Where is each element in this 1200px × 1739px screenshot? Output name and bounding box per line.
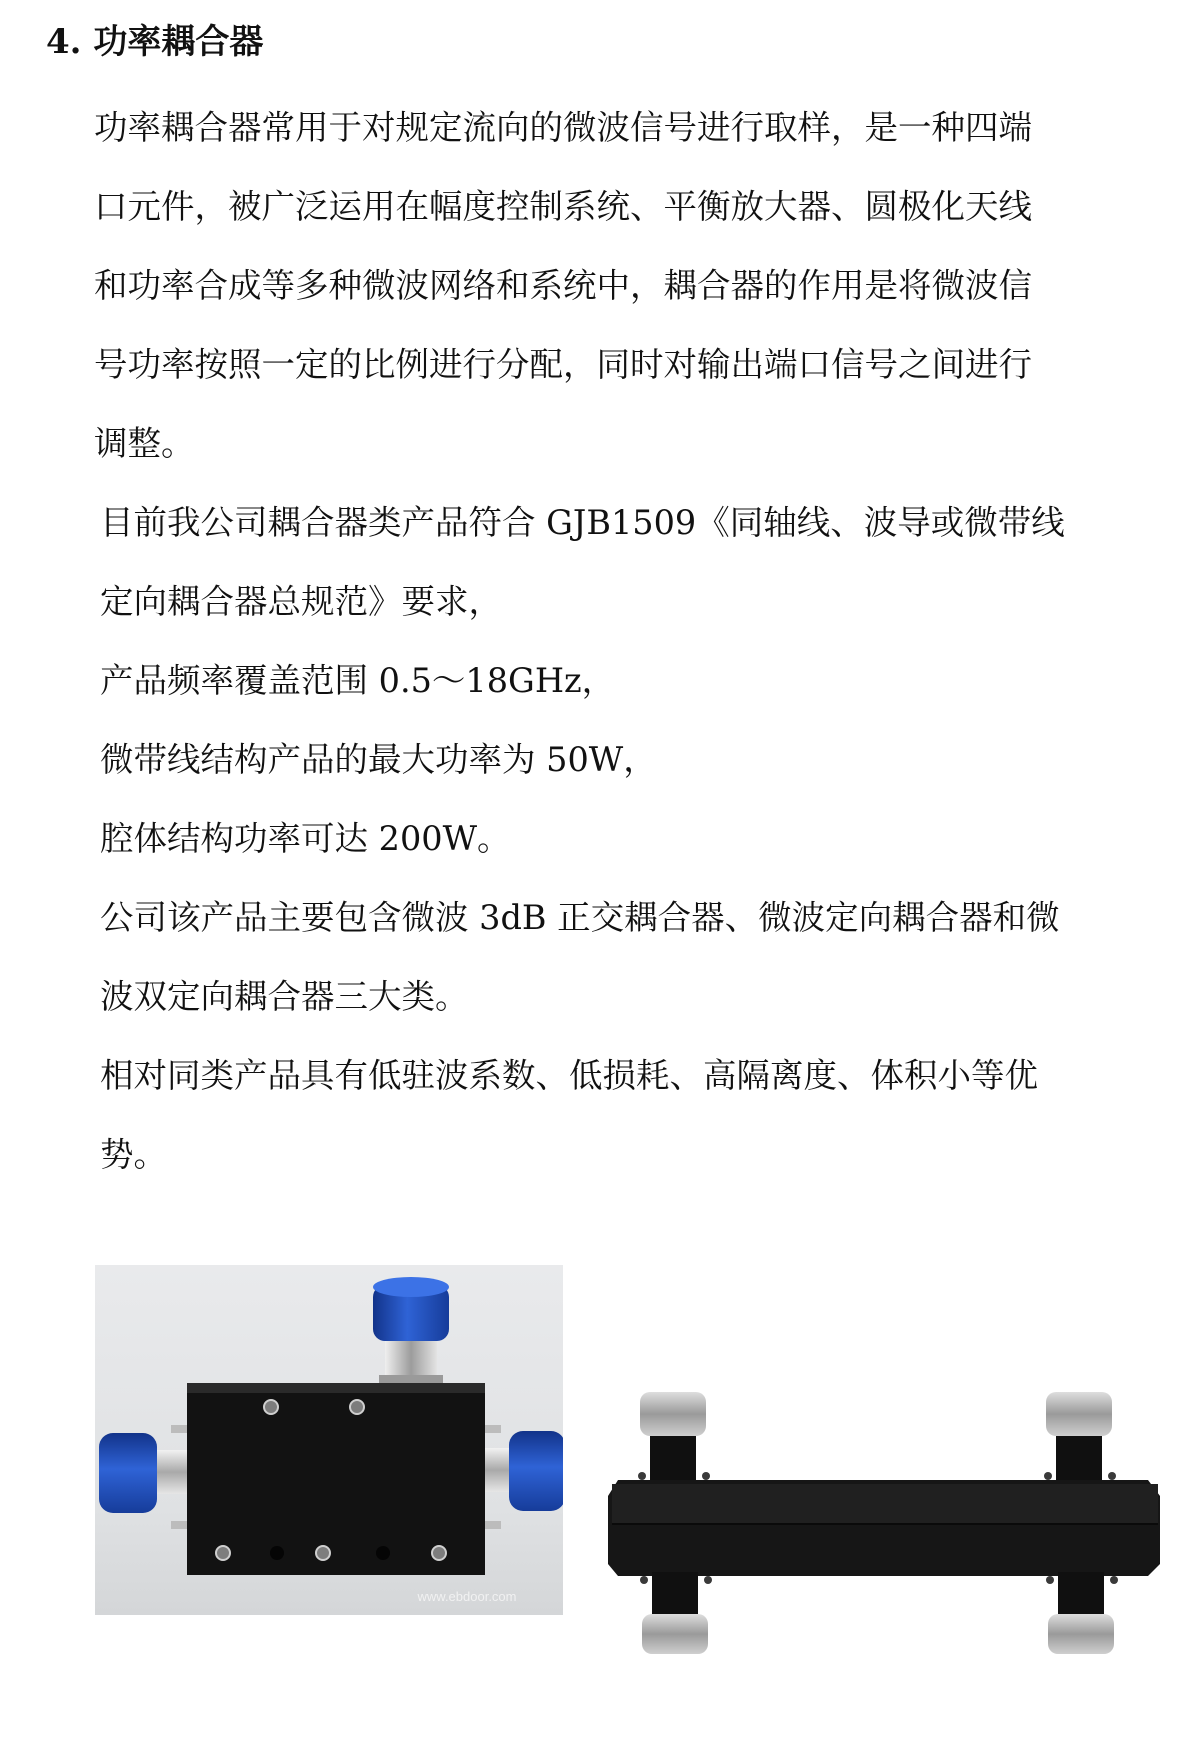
paragraph-line: 功率耦合器常用于对规定流向的微波信号进行取样，是一种四端 bbox=[94, 108, 1032, 147]
paragraph-line: 相对同类产品具有低驻波系数、低损耗、高隔离度、体积小等优 bbox=[100, 1056, 1038, 1095]
watermark-text: www.ebdoor.com bbox=[417, 1589, 517, 1604]
paragraph-line: 定向耦合器总规范》要求， bbox=[100, 582, 502, 621]
right-connector bbox=[475, 1431, 563, 1511]
left-connector bbox=[99, 1433, 195, 1513]
paragraph-line: 和功率合成等多种微波网络和系统中，耦合器的作用是将微波信 bbox=[94, 266, 1032, 305]
paragraph-line: 微带线结构产品的最大功率为 50W， bbox=[100, 740, 657, 779]
bottom-left-connector bbox=[642, 1572, 708, 1654]
top-connector bbox=[373, 1277, 449, 1387]
top-right-connector bbox=[1046, 1392, 1112, 1486]
paragraph-line: 口元件，被广泛运用在幅度控制系统、平衡放大器、圆极化天线 bbox=[94, 187, 1032, 226]
paragraph-line: 产品频率覆盖范围 0.5～18GHz， bbox=[100, 661, 616, 700]
waveguide-coupler-photo bbox=[600, 1380, 1170, 1670]
paragraph-line: 号功率按照一定的比例进行分配，同时对输出端口信号之间进行 bbox=[94, 345, 1032, 384]
paragraph-line: 目前我公司耦合器类产品符合 GJB1509《同轴线、波导或微带线 bbox=[100, 503, 1065, 542]
bottom-right-connector bbox=[1048, 1572, 1114, 1654]
paragraph-line: 势。 bbox=[100, 1135, 167, 1174]
paragraph-line: 腔体结构功率可达 200W。 bbox=[100, 819, 511, 858]
paragraph-line: 调整。 bbox=[94, 424, 195, 463]
paragraph-line: 公司该产品主要包含微波 3dB 正交耦合器、微波定向耦合器和微 bbox=[100, 898, 1060, 937]
paragraph-line: 波双定向耦合器三大类。 bbox=[100, 977, 469, 1016]
coaxial-coupler-photo bbox=[95, 1265, 563, 1615]
section-heading: 4. 功率耦合器 bbox=[46, 22, 264, 62]
top-left-connector bbox=[640, 1392, 706, 1486]
